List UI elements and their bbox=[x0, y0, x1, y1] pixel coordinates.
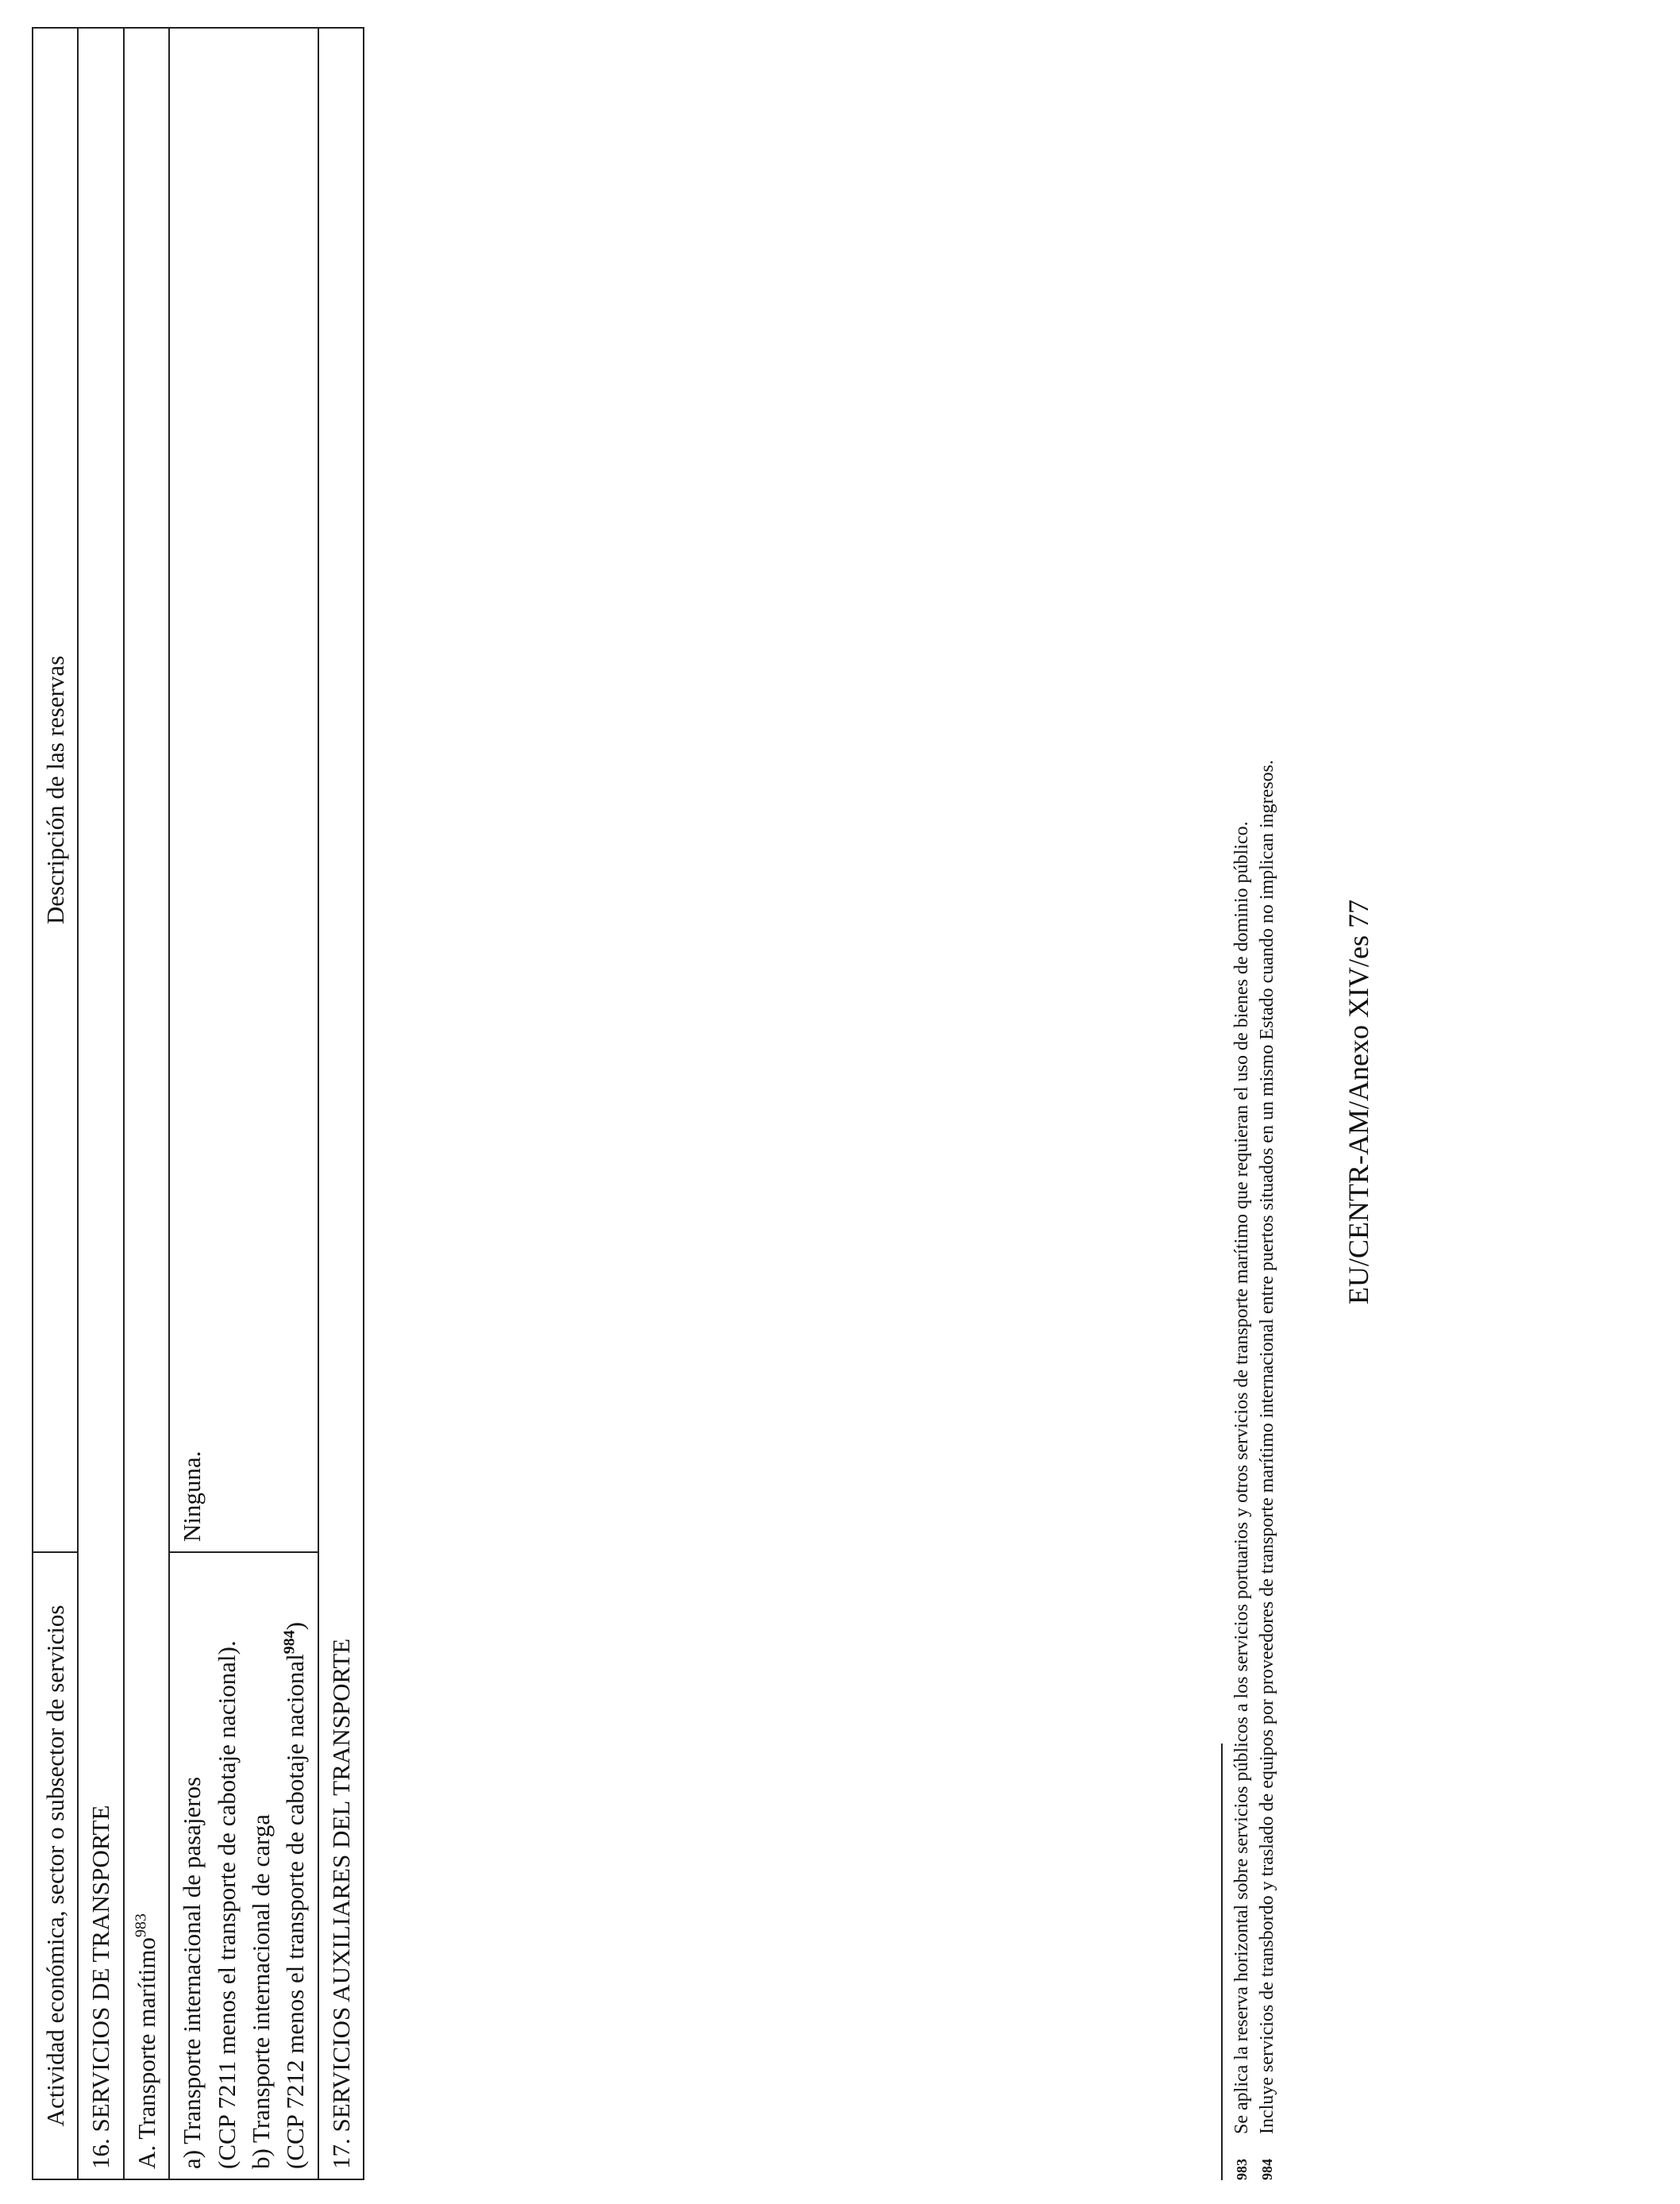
footnote-ref-983: 983 bbox=[132, 1913, 150, 1938]
maritime-label: A. Transporte marítimo bbox=[132, 1937, 160, 2169]
service-line-passengers: a) Transporte internacional de pasajeros bbox=[178, 1776, 206, 2169]
section-auxiliary: 17. SERVICIOS AUXILIARES DEL TRANSPORTE bbox=[318, 28, 364, 2179]
ccp-7212-close: ) bbox=[281, 1621, 310, 1631]
footnote-text: Se aplica la reserva horizontal sobre servicios públicos a los servicios portuarios y otros servicios de transporte marítimo que requieran el uso de bienes de dominio público. bbox=[1231, 821, 1252, 2134]
page-identifier: EU/CENTR-AM/Anexo XIV/es 77 bbox=[1343, 900, 1374, 1304]
table-row bbox=[318, 28, 364, 2179]
reservations-table bbox=[32, 27, 364, 2180]
maritime-transport-cell bbox=[124, 28, 169, 2179]
section-transport: 16. SERVICIOS DE TRANSPORTE bbox=[78, 28, 123, 2179]
footnotes bbox=[1229, 760, 1281, 2180]
service-line-cargo: b) Transporte internacional de carga bbox=[246, 1813, 275, 2169]
table-row bbox=[124, 28, 169, 2179]
service-line-ccp-7211: (CCP 7211 menos el transporte de cabotaje nacional). bbox=[212, 1640, 241, 2169]
table-row bbox=[78, 28, 123, 2179]
footnote-983 bbox=[1229, 760, 1254, 2180]
footnote-984 bbox=[1254, 760, 1280, 2180]
table-row bbox=[169, 28, 318, 2179]
service-line-ccp-7212 bbox=[278, 1562, 312, 2169]
footnote-ref-984: 984 bbox=[281, 1630, 299, 1655]
header-activity: Actividad económica, sector o subsector de servicios bbox=[33, 1552, 78, 2179]
table-header-row bbox=[33, 28, 78, 2179]
footnote-number: 983 bbox=[1234, 2159, 1250, 2180]
footnote-number: 984 bbox=[1259, 2159, 1276, 2180]
footnote-divider bbox=[1221, 1744, 1223, 2180]
header-description: Descripción de las reservas bbox=[33, 28, 78, 1552]
services-cell bbox=[169, 1552, 318, 2179]
footnote-text: Incluye servicios de transbordo y traslado de equipos por proveedores de transporte marítimo internacional entre puertos situados en un mismo Estado cuando no implican ingresos. bbox=[1257, 760, 1278, 2134]
ccp-7212-text: (CCP 7212 menos el transporte de cabotaje nacional bbox=[281, 1654, 310, 2169]
reservation-cell: Ninguna. bbox=[169, 28, 318, 1552]
